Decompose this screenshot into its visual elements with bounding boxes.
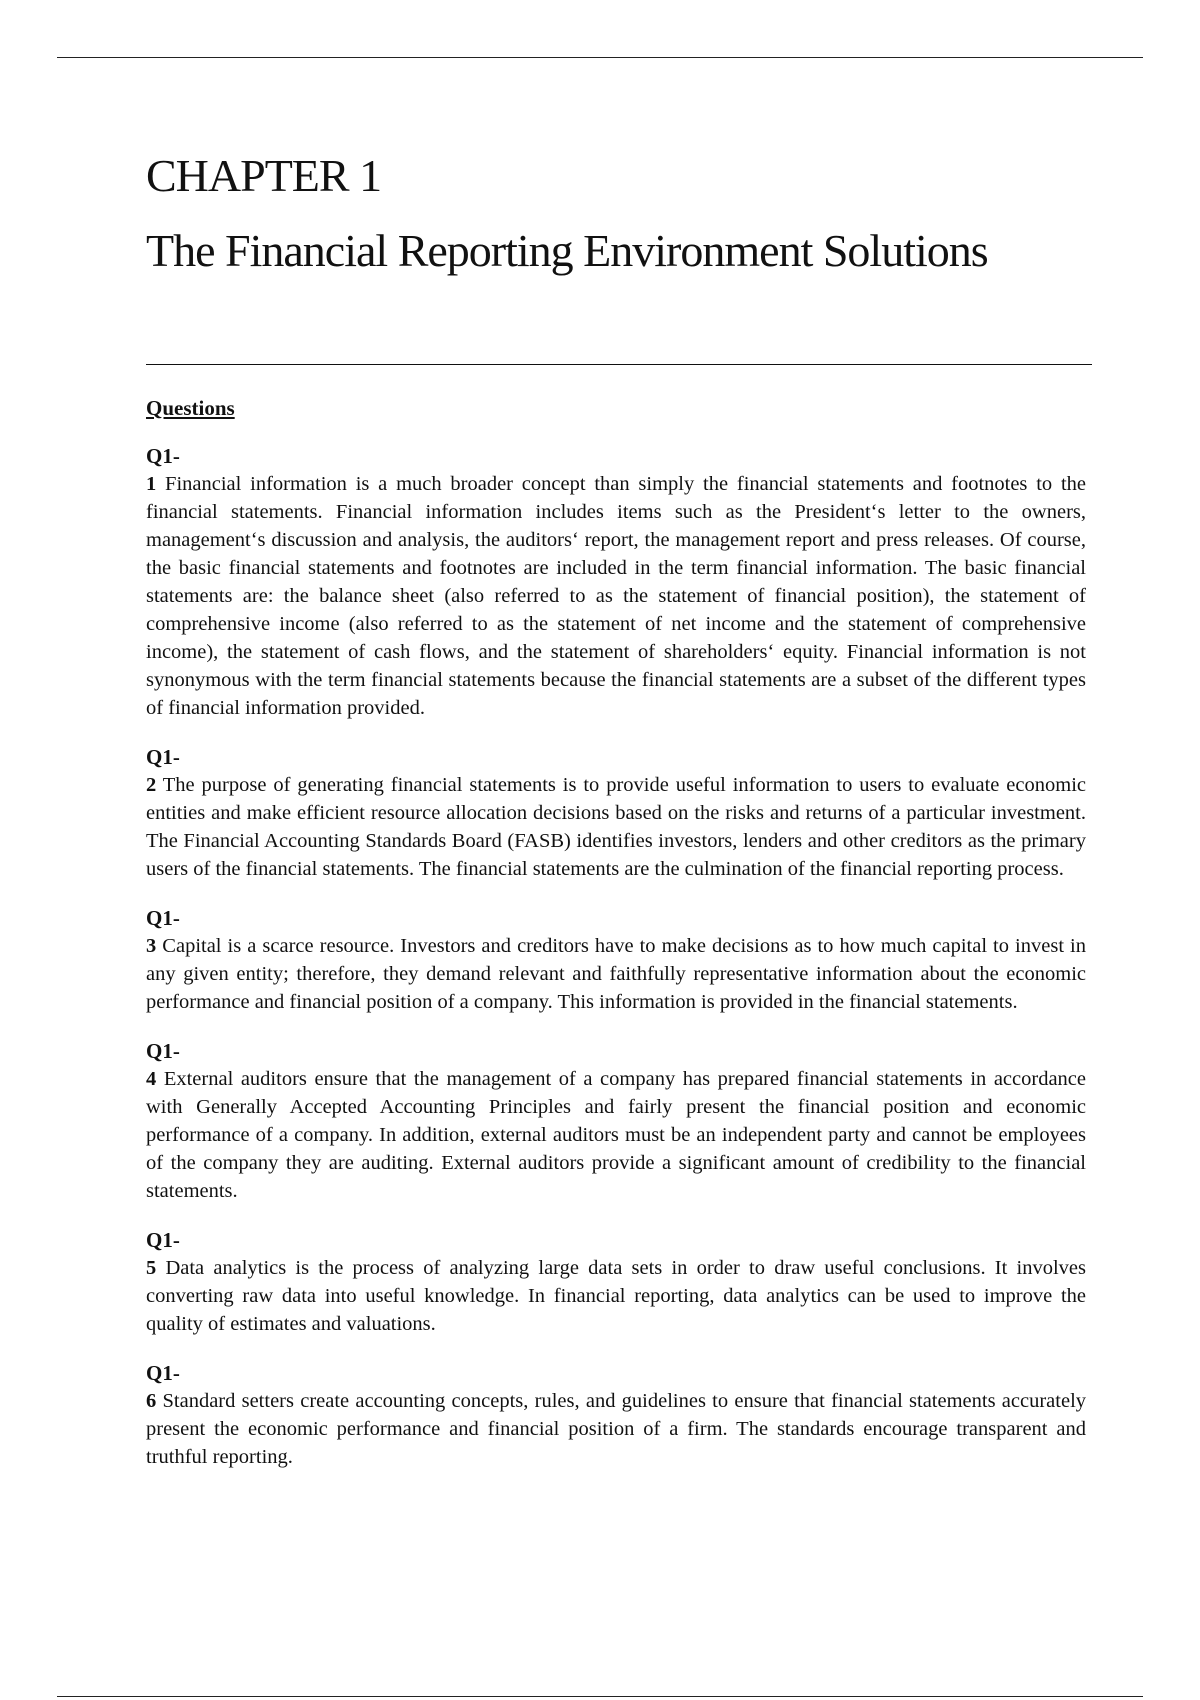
question-item — [146, 442, 1086, 722]
top-rule — [57, 57, 1143, 58]
question-item — [146, 1359, 1086, 1471]
answer-text — [146, 771, 1086, 883]
question-label: Q1- — [146, 1039, 180, 1063]
chapter-number: CHAPTER 1 — [146, 150, 382, 201]
question-number: 1 — [146, 473, 157, 495]
chapter-title: The Financial Reporting Environment Solutions — [146, 225, 988, 276]
answer-text — [146, 1065, 1086, 1205]
question-number: 2 — [146, 774, 157, 796]
answer-content: Data analytics is the process of analyzing large data sets in order to draw useful conclusions. It involves converting raw data into useful knowledge. In financial reporting, data analytics can be used to improve the quality of estimates and valuations. — [146, 1257, 1086, 1335]
bottom-rule — [57, 1696, 1143, 1697]
chapter-heading — [146, 146, 1096, 298]
question-item — [146, 1226, 1086, 1338]
document-body — [146, 394, 1086, 1492]
title-rule — [146, 364, 1092, 365]
question-label: Q1- — [146, 745, 180, 769]
question-number: 4 — [146, 1068, 157, 1090]
question-label: Q1- — [146, 444, 180, 468]
answer-content: Standard setters create accounting concepts, rules, and guidelines to ensure that financial statements accurately present the economic performance and financial position of a firm. The standards encourage transparent and truthful reporting. — [146, 1390, 1087, 1468]
section-heading: Questions — [146, 396, 235, 420]
answer-text — [146, 932, 1086, 1016]
answer-content: External auditors ensure that the management of a company has prepared financial statements in accordance with Generally Accepted Accounting Principles and fairly present the financial position and economic performance of a company. In addition, external auditors must be an independent party and cannot be employees of the company they are auditing. External auditors provide a significant amount of credibility to the financial statements. — [146, 1068, 1086, 1202]
question-label: Q1- — [146, 1228, 180, 1252]
question-number: 3 — [146, 935, 157, 957]
question-label: Q1- — [146, 1361, 180, 1385]
question-item — [146, 743, 1086, 883]
question-number: 6 — [146, 1390, 157, 1412]
question-item — [146, 904, 1086, 1016]
answer-text — [146, 470, 1086, 722]
answer-text — [146, 1387, 1086, 1471]
answer-content: Capital is a scarce resource. Investors and creditors have to make decisions as to how much capital to invest in any given entity; therefore, they demand relevant and faithfully representative information about the economic performance and financial position of a company. This information is provided in the financial statements. — [146, 935, 1086, 1013]
question-number: 5 — [146, 1257, 157, 1279]
question-item — [146, 1037, 1086, 1205]
answer-content: Financial information is a much broader concept than simply the financial statements and footnotes to the financial statements. Financial information includes items such as the President‘s letter to the owners, management‘s discussion and analysis, the auditors‘ report, the management report and press releases. Of course, the basic financial statements and footnotes are included in the term financial information. The basic financial statements are: the balance sheet (also referred to as the statement of financial position), the statement of comprehensive income (also referred to as the statement of net income and the statement of comprehensive income), the statement of cash flows, and the statement of shareholders‘ equity. Financial information is not synonymous with the term financial statements because the financial statements are a subset of the different types of financial information provided. — [146, 473, 1086, 719]
answer-content: The purpose of generating financial statements is to provide useful information to users to evaluate economic entities and make efficient resource allocation decisions based on the risks and returns of a particular investment. The Financial Accounting Standards Board (FASB) identifies investors, lenders and other creditors as the primary users of the financial statements. The financial statements are the culmination of the financial reporting process. — [146, 774, 1086, 880]
question-label: Q1- — [146, 906, 180, 930]
answer-text — [146, 1254, 1086, 1338]
